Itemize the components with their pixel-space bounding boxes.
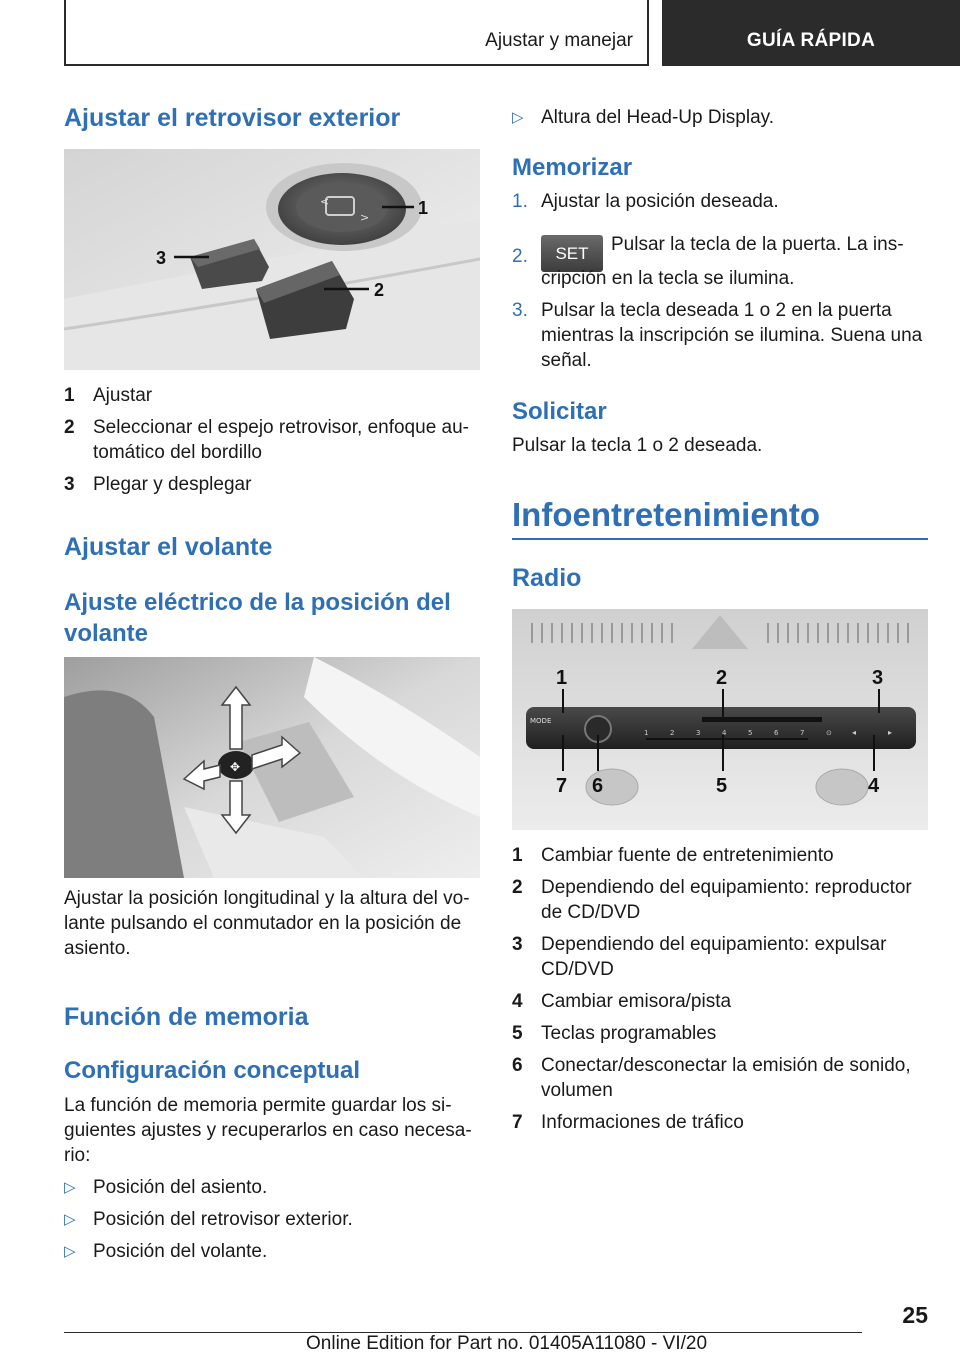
radio-label-1: 1 — [556, 667, 568, 689]
wheel-subtitle: Ajuste eléctrico de la posición del — [64, 589, 451, 616]
steering-column-switch-image — [64, 657, 480, 878]
chapter-divider — [512, 538, 928, 540]
memory-bullet-hud: Altura del Head-Up Display. — [541, 107, 775, 128]
mirror-label-2: 2 — [374, 280, 385, 300]
radio-item-number: 5 — [512, 1023, 523, 1044]
radio-item-text-cont: CD/DVD — [541, 959, 614, 980]
svg-text:5: 5 — [748, 729, 753, 737]
bullet-triangle-icon: ▷ — [64, 1179, 76, 1196]
mirror-section-title: Ajustar el retrovisor exterior — [64, 104, 401, 132]
svg-text:3: 3 — [696, 729, 701, 737]
mirror-item-text: Ajustar — [93, 385, 153, 406]
radio-label-6: 6 — [592, 775, 604, 797]
memory-section-title: Función de memoria — [64, 1003, 309, 1031]
recall-title: Solicitar — [512, 398, 607, 425]
memorize-title: Memorizar — [512, 154, 633, 181]
wheel-body-line: asiento. — [64, 938, 131, 959]
memory-bullet: Posición del asiento. — [93, 1177, 268, 1198]
memory-body-line: guientes ajustes y recuperarlos en caso necesa- — [64, 1120, 472, 1141]
radio-item-text: Conectar/desconectar la emisión de sonido, — [541, 1055, 911, 1076]
step-number: 3. — [512, 300, 528, 321]
radio-item-text: Informaciones de tráfico — [541, 1112, 744, 1133]
radio-item-number: 7 — [512, 1112, 523, 1133]
bullet-triangle-icon: ▷ — [512, 109, 524, 126]
svg-text:⊙: ⊙ — [826, 729, 832, 737]
svg-text:▸: ▸ — [888, 728, 893, 737]
infotainment-chapter-title: Infoentretenimiento — [512, 496, 821, 533]
mirror-controls-image — [64, 149, 480, 370]
memory-body-line: La función de memoria permite guardar los si- — [64, 1095, 452, 1116]
header-section-title: Ajustar y manejar — [485, 30, 633, 51]
svg-text:◂: ◂ — [852, 728, 857, 737]
radio-mode-text: MODE — [530, 717, 552, 725]
svg-text:6: 6 — [774, 729, 779, 737]
wheel-subtitle-cont: volante — [64, 620, 149, 647]
memory-bullet: Posición del retrovisor exterior. — [93, 1209, 353, 1230]
step-text: Pulsar la tecla deseada 1 o 2 en la puerta — [541, 300, 892, 321]
bullet-triangle-icon: ▷ — [64, 1243, 76, 1260]
wheel-body-line: lante pulsando el conmutador en la posición de — [64, 913, 462, 934]
bullet-triangle-icon: ▷ — [64, 1211, 76, 1228]
header-guide-tab[interactable] — [662, 0, 960, 66]
page-number: 25 — [902, 1302, 928, 1328]
mirror-item-text: Plegar y desplegar — [93, 474, 252, 495]
radio-label-7: 7 — [556, 775, 568, 797]
mirror-item-number: 3 — [64, 474, 75, 495]
svg-text:1: 1 — [644, 729, 649, 737]
memory-subtitle: Configuración conceptual — [64, 1057, 361, 1084]
radio-item-text: Cambiar fuente de entretenimiento — [541, 845, 834, 866]
mirror-label-3: 3 — [156, 248, 167, 268]
header-guide-tab-label: GUÍA RÁPIDA — [746, 30, 876, 51]
radio-label-5: 5 — [716, 775, 728, 797]
svg-text:4: 4 — [722, 729, 727, 737]
memory-bullet: Posición del volante. — [93, 1241, 268, 1262]
radio-item-number: 6 — [512, 1055, 523, 1076]
radio-item-text: Dependiendo del equipamiento: reproductor — [541, 877, 912, 898]
radio-panel-image — [512, 609, 928, 830]
radio-section-title: Radio — [512, 564, 582, 592]
mirror-item-text: Seleccionar el espejo retrovisor, enfoque au- — [93, 417, 470, 438]
mirror-item-number: 2 — [64, 417, 75, 438]
radio-item-number: 4 — [512, 991, 523, 1012]
svg-text:>: > — [360, 211, 370, 224]
mirror-item-text-cont: tomático del bordillo — [93, 442, 262, 463]
recall-body: Pulsar la tecla 1 o 2 deseada. — [512, 435, 763, 456]
step-number: 1. — [512, 191, 528, 212]
radio-item-text: Dependiendo del equipamiento: expulsar — [541, 934, 887, 955]
mirror-item-number: 1 — [64, 385, 75, 406]
memory-body-line: rio: — [64, 1145, 91, 1166]
radio-label-2: 2 — [716, 667, 728, 689]
footer-edition: Online Edition for Part no. 01405A11080 - VI/20 — [306, 1333, 708, 1354]
radio-item-text-cont: de CD/DVD — [541, 902, 641, 923]
radio-label-4: 4 — [868, 775, 880, 797]
svg-text:2: 2 — [670, 729, 675, 737]
wheel-body-line: Ajustar la posición longitudinal y la altura del vo- — [64, 888, 470, 909]
mirror-label-1: 1 — [418, 198, 429, 218]
svg-text:<: < — [320, 195, 330, 208]
svg-text:7: 7 — [800, 729, 805, 737]
radio-item-text: Cambiar emisora/pista — [541, 991, 732, 1012]
header-section-box — [64, 0, 649, 66]
radio-item-text-cont: volumen — [541, 1080, 613, 1101]
radio-label-3: 3 — [872, 667, 884, 689]
step-text-cont: cripción en la tecla se ilumina. — [541, 268, 795, 289]
step-text-cont: señal. — [541, 350, 592, 371]
step-number: 2. — [512, 246, 528, 267]
set-key-icon: SET — [541, 235, 603, 272]
radio-item-number: 1 — [512, 845, 523, 866]
svg-text:✥: ✥ — [230, 760, 241, 774]
radio-item-number: 2 — [512, 877, 523, 898]
step-text: Ajustar la posición deseada. — [541, 191, 779, 212]
step-text-cont: mientras la inscripción se ilumina. Suena una — [541, 325, 923, 346]
radio-item-number: 3 — [512, 934, 523, 955]
wheel-section-title: Ajustar el volante — [64, 533, 273, 561]
step-text: Pulsar la tecla de la puerta. La ins- — [611, 234, 904, 255]
radio-item-text: Teclas programables — [541, 1023, 717, 1044]
